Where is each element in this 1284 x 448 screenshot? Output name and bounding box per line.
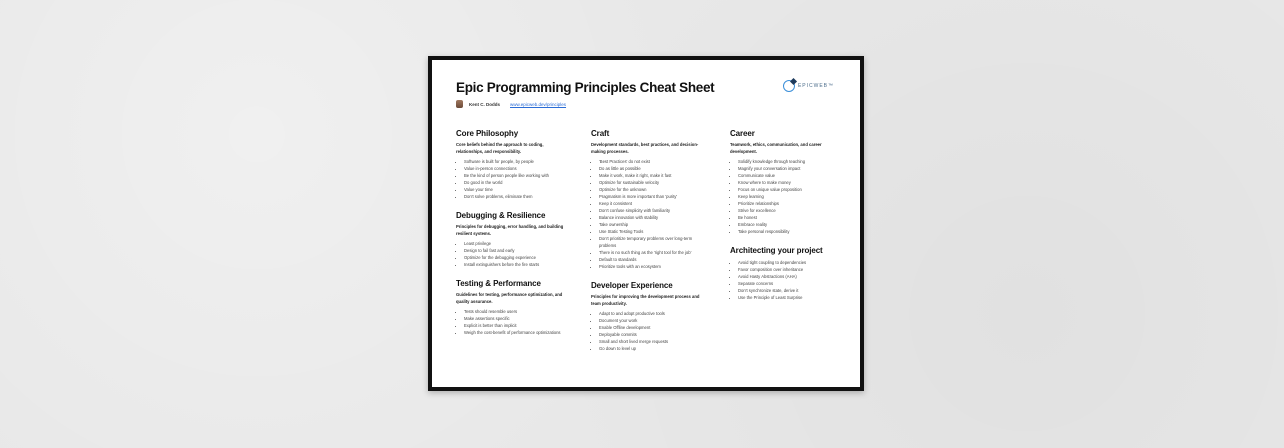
list-item: • Avoid Hasty Abstractions (AHA) (738, 273, 846, 280)
list-item: • Least privilege (464, 240, 572, 247)
principle-list (456, 240, 591, 268)
list-item: • Optimize for the unknown (599, 186, 707, 193)
list-item: • Enable Offline development (599, 324, 707, 331)
section-title: Testing & Performance (456, 279, 541, 288)
list-item: • Don't confuse simplicity with familiarity (599, 207, 707, 214)
list-item: • Focus on unique value proposition (738, 186, 846, 193)
list-item: • Magnify your conversation impact (738, 165, 846, 172)
cheat-sheet-frame (428, 56, 864, 391)
sheet-title: Epic Programming Principles Cheat Sheet (456, 80, 715, 95)
list-item: • Explicit is better than implicit (464, 322, 572, 329)
epicweb-logo (783, 80, 834, 92)
list-item: • Document your work (599, 317, 707, 324)
list-item: • Optimize for the debugging experience (464, 254, 572, 261)
byline (456, 100, 840, 108)
section-description: Development standards, best practices, and decision-making processes. (591, 142, 699, 154)
list-item: • Be honest (738, 214, 846, 221)
section-description: Teamwork, ethics, communication, and career development. (730, 142, 822, 154)
list-item: • Value your time (464, 186, 572, 193)
list-item: • Balance innovation with stability (599, 214, 707, 221)
section-debugging-resilience (456, 211, 591, 268)
principle-list (730, 259, 860, 301)
list-item: • Prioritize tools with an ecosystem (599, 263, 707, 270)
list-item: • Go down to level up (599, 345, 707, 352)
rocket-logo-icon (783, 80, 795, 92)
section-title: Developer Experience (591, 281, 673, 290)
list-item: • Install extinguishers before the fire starts (464, 261, 572, 268)
list-item: • Do as little as possible (599, 165, 707, 172)
principles-link[interactable]: www.epicweb.dev/principles (510, 101, 567, 107)
author-avatar (456, 100, 463, 108)
list-item: • Communicate value (738, 172, 846, 179)
list-item: • Separate concerns (738, 280, 846, 287)
author-name: Kent C. Dodds (469, 101, 500, 107)
list-item: • Favor composition over inheritance (738, 266, 846, 273)
list-item: • Don't solve problems, eliminate them (464, 193, 572, 200)
list-item: • 'Best Practices' do not exist (599, 158, 707, 165)
section-testing-performance (456, 279, 591, 336)
principle-list (456, 158, 591, 200)
section-craft (591, 129, 730, 270)
logo-text: EPICWEB™ (797, 83, 834, 89)
list-item: • Make assertions specific (464, 315, 572, 322)
principle-list (591, 310, 730, 352)
section-core-philosophy (456, 129, 591, 200)
list-item: • Take personal responsibility (738, 228, 846, 235)
section-title: Architecting your project (730, 246, 823, 255)
list-item: • Keep learning (738, 193, 846, 200)
list-item: • Weigh the cost-benefit of performance optimizations (464, 329, 572, 336)
list-item: • Software is built for people, by people (464, 158, 572, 165)
list-item: • Strive for excellence (738, 207, 846, 214)
list-item: • Take ownership (599, 221, 707, 228)
list-item: • Use Static Testing Tools (599, 228, 707, 235)
section-architecting (730, 246, 860, 301)
list-item: • Avoid tight coupling to dependencies (738, 259, 846, 266)
section-description: Core beliefs behind the approach to coding, relationships, and responsibility. (456, 142, 544, 154)
list-item: • Don't prioritize temporary problems over long-term problems (599, 235, 707, 249)
list-item: • Be the kind of person people like working with (464, 172, 572, 179)
section-description: Guidelines for testing, performance optimization, and quality assurance. (456, 292, 563, 304)
list-item: • Make it work, make it right, make it fast (599, 172, 707, 179)
column-3 (730, 129, 860, 363)
list-item: • Keep it consistent (599, 200, 707, 207)
list-item: • Value in-person connections (464, 165, 572, 172)
section-description: Principles for debugging, error handling, and building resilient systems. (456, 224, 564, 236)
list-item: • There is no such thing as the 'right tool for the job' (599, 249, 707, 256)
list-item: • Deployable commits (599, 331, 707, 338)
columns (456, 129, 840, 363)
list-item: • Default to standards (599, 256, 707, 263)
column-2 (591, 129, 730, 363)
list-item: • Use the Principle of Least Surprise (738, 294, 846, 301)
section-title: Craft (591, 129, 610, 138)
section-career (730, 129, 860, 235)
principle-list (456, 308, 591, 336)
list-item: • Solidify knowledge through teaching (738, 158, 846, 165)
section-developer-experience (591, 281, 730, 352)
column-1 (456, 129, 591, 363)
list-item: • Small and short lived merge requests (599, 338, 707, 345)
list-item: • Embrace reality (738, 221, 846, 228)
list-item: • Know where to make money (738, 179, 846, 186)
list-item: • Prioritize relationships (738, 200, 846, 207)
list-item: • Tests should resemble users (464, 308, 572, 315)
list-item: • Do good in the world (464, 179, 572, 186)
section-title: Career (730, 129, 755, 138)
principle-list (591, 158, 730, 270)
section-description: Principles for improving the development process and team productivity. (591, 294, 700, 306)
section-title: Core Philosophy (456, 129, 519, 138)
list-item: • Adapt to and adopt productive tools (599, 310, 707, 317)
principle-list (730, 158, 860, 235)
section-title: Debugging & Resilience (456, 211, 546, 220)
list-item: • Don't synchronize state, derive it (738, 287, 846, 294)
list-item: • Design to fail fast and early (464, 247, 572, 254)
list-item: • Optimize for sustainable velocity (599, 179, 707, 186)
cheat-sheet (432, 60, 860, 387)
list-item: • Pragmatism is more important than 'purity' (599, 193, 707, 200)
